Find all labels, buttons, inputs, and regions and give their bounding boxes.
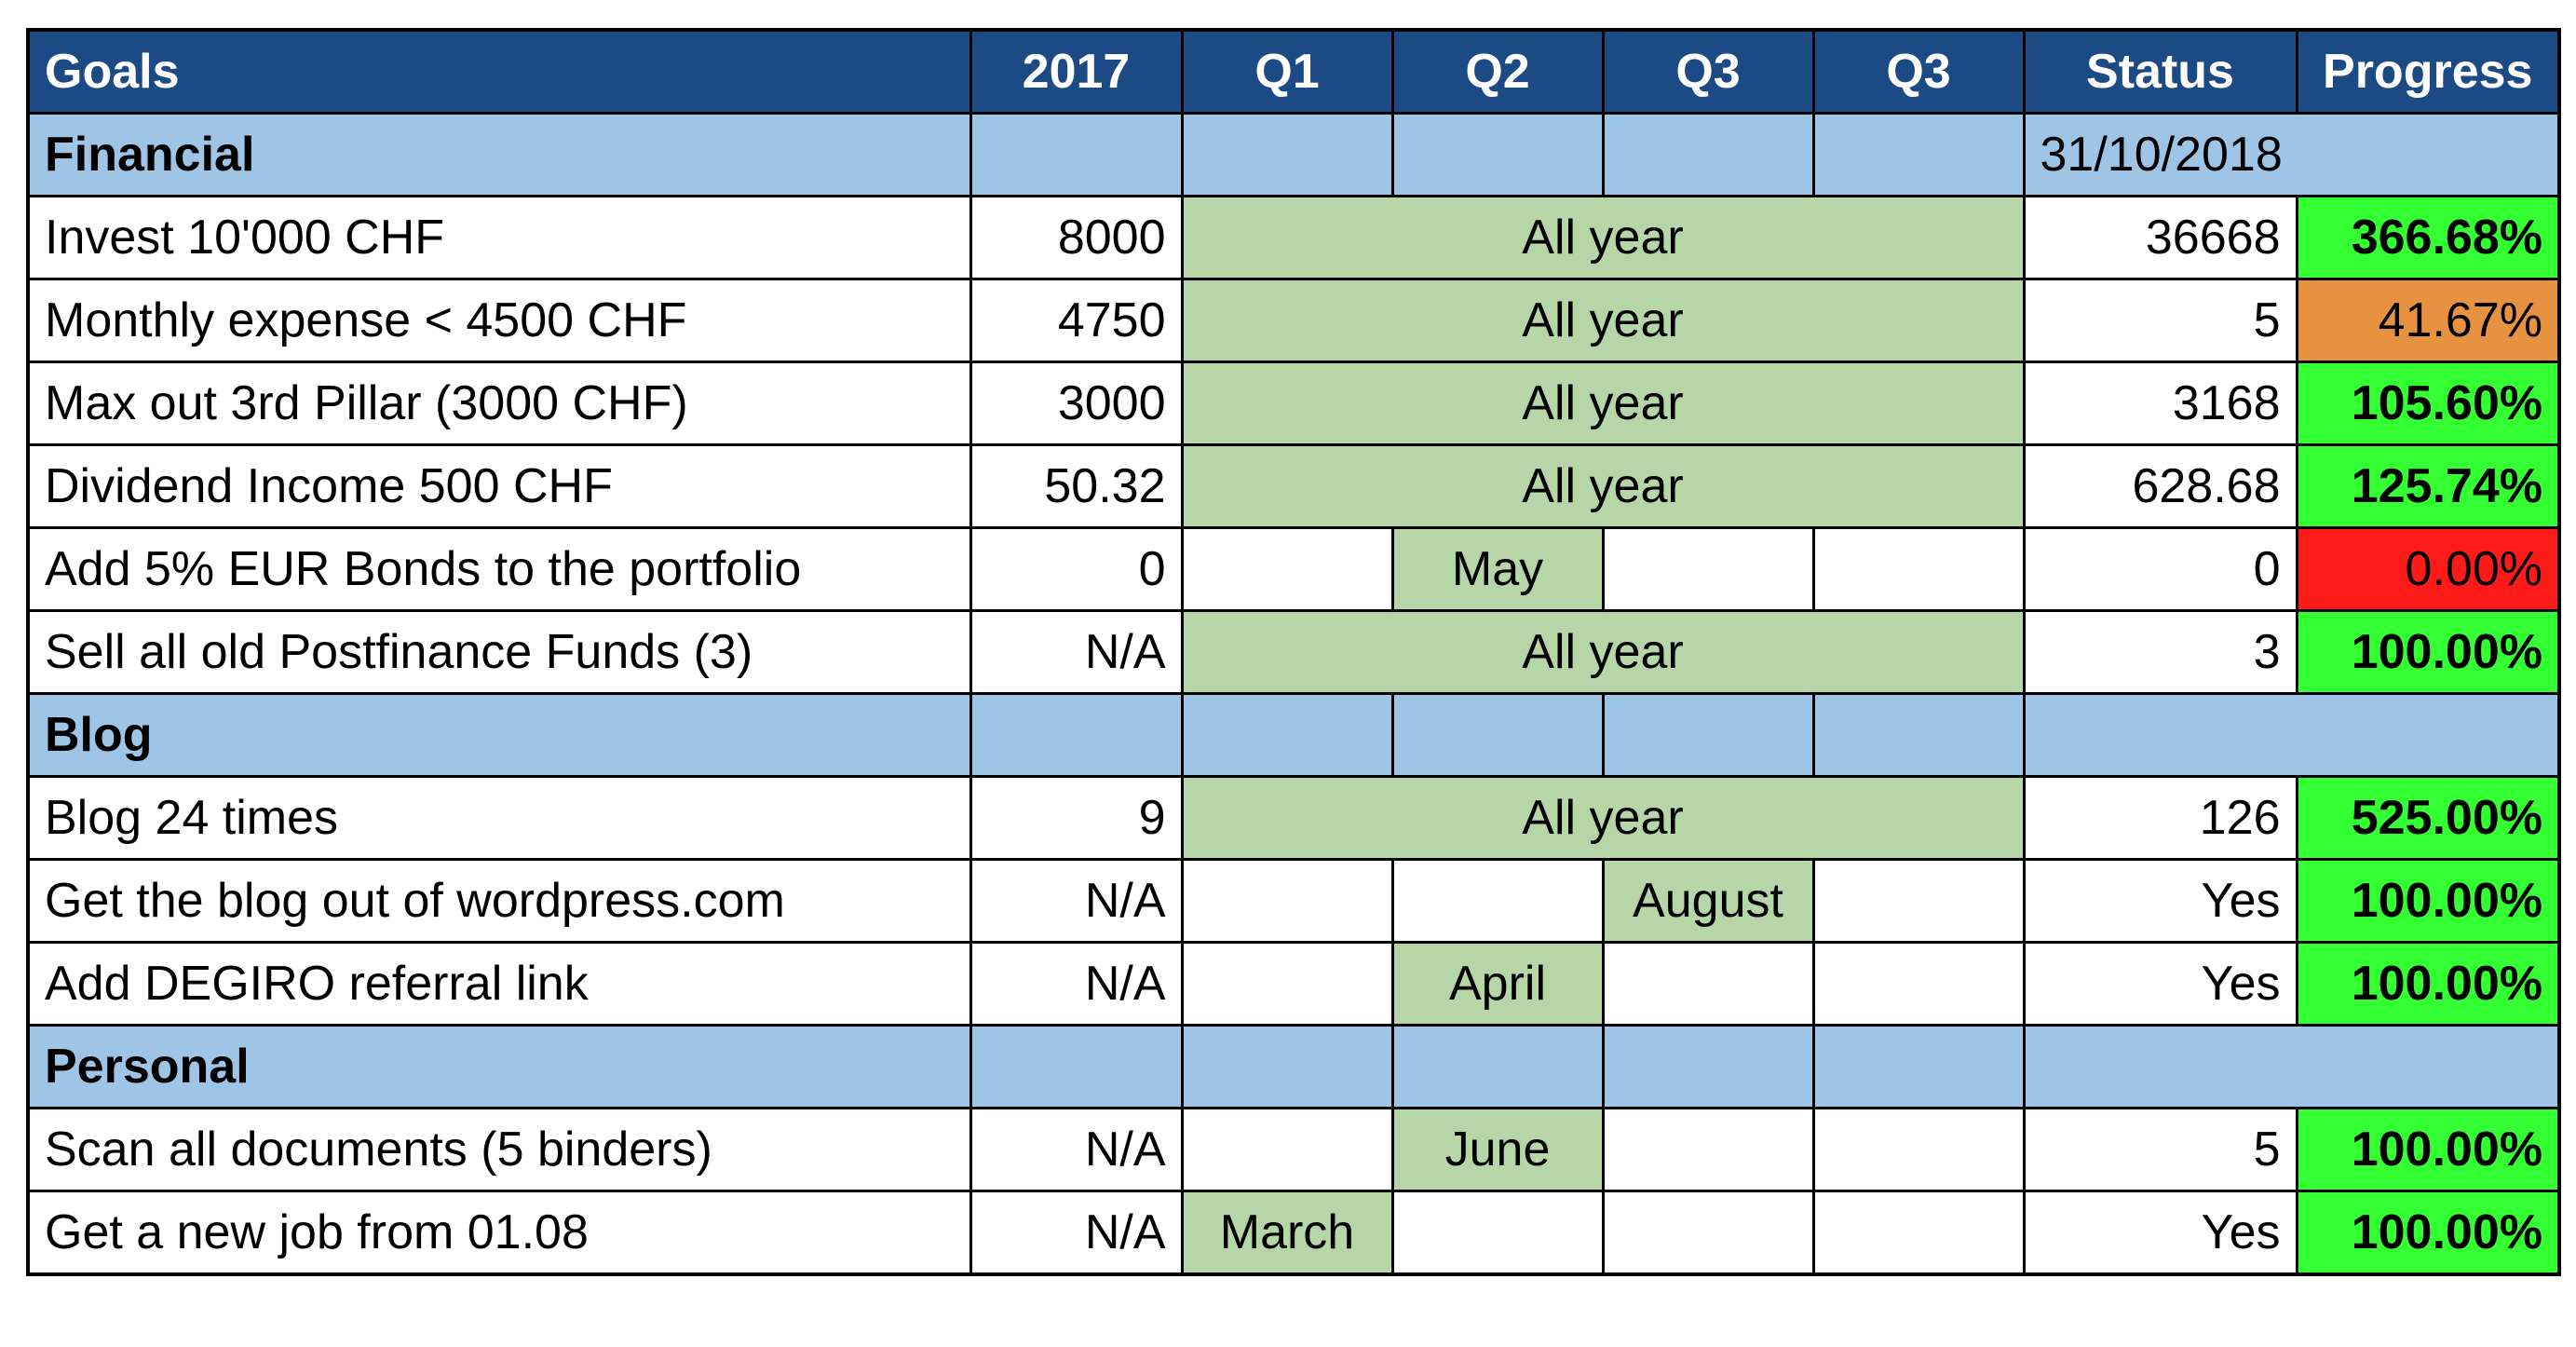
progress-value: 525.00% [2297, 777, 2559, 860]
empty-cell [1813, 1109, 2024, 1191]
empty-cell [1182, 528, 1392, 611]
progress-value: 100.00% [2297, 860, 2559, 943]
progress-value: 0.00% [2297, 528, 2559, 611]
progress-value: 100.00% [2297, 1109, 2559, 1191]
goal-row [28, 943, 2559, 1026]
period-cell: All year [1182, 197, 2024, 279]
section-status: 31/10/2018 [2024, 114, 2559, 197]
empty-cell [970, 114, 1182, 197]
year-2017-value: N/A [970, 943, 1182, 1026]
year-2017-value: N/A [970, 1109, 1182, 1191]
goal-row [28, 362, 2559, 445]
period-cell: All year [1182, 777, 2024, 860]
empty-cell [1182, 1109, 1392, 1191]
empty-cell [1813, 1191, 2024, 1275]
goal-name: Max out 3rd Pillar (3000 CHF) [28, 362, 970, 445]
goal-row [28, 279, 2559, 362]
goal-name: Invest 10'000 CHF [28, 197, 970, 279]
header-2017: 2017 [970, 30, 1182, 114]
goal-row [28, 445, 2559, 528]
section-title: Financial [28, 114, 970, 197]
empty-cell [1813, 528, 2024, 611]
year-2017-value: N/A [970, 860, 1182, 943]
goal-name: Get the blog out of wordpress.com [28, 860, 970, 943]
period-cell: June [1392, 1109, 1603, 1191]
year-2017-value: 0 [970, 528, 1182, 611]
empty-cell [1603, 1026, 1813, 1109]
goal-row [28, 528, 2559, 611]
status-value: Yes [2024, 860, 2297, 943]
progress-value: 105.60% [2297, 362, 2559, 445]
header-row [28, 30, 2559, 114]
period-cell: All year [1182, 279, 2024, 362]
status-value: Yes [2024, 1191, 2297, 1275]
period-cell: All year [1182, 445, 2024, 528]
empty-cell [1182, 860, 1392, 943]
period-cell: March [1182, 1191, 1392, 1275]
empty-cell [1813, 860, 2024, 943]
empty-cell [1182, 694, 1392, 777]
empty-cell [1813, 1026, 2024, 1109]
status-value: 5 [2024, 279, 2297, 362]
empty-cell [1603, 694, 1813, 777]
year-2017-value: 8000 [970, 197, 1182, 279]
period-cell: April [1392, 943, 1603, 1026]
goals-table [26, 28, 2561, 1276]
status-value: 0 [2024, 528, 2297, 611]
status-value: 36668 [2024, 197, 2297, 279]
header-q2: Q2 [1392, 30, 1603, 114]
year-2017-value: 3000 [970, 362, 1182, 445]
progress-value: 100.00% [2297, 943, 2559, 1026]
empty-cell [1182, 114, 1392, 197]
progress-value: 100.00% [2297, 1191, 2559, 1275]
empty-cell [1392, 114, 1603, 197]
period-cell: May [1392, 528, 1603, 611]
status-value: 126 [2024, 777, 2297, 860]
period-cell: All year [1182, 362, 2024, 445]
goal-name: Scan all documents (5 binders) [28, 1109, 970, 1191]
empty-cell [1392, 860, 1603, 943]
empty-cell [1603, 528, 1813, 611]
status-value: 3 [2024, 611, 2297, 694]
status-value: Yes [2024, 943, 2297, 1026]
progress-value: 100.00% [2297, 611, 2559, 694]
goal-name: Monthly expense < 4500 CHF [28, 279, 970, 362]
progress-value: 125.74% [2297, 445, 2559, 528]
goal-row [28, 777, 2559, 860]
empty-cell [970, 694, 1182, 777]
section-title: Personal [28, 1026, 970, 1109]
header-q3-second: Q3 [1813, 30, 2024, 114]
section-row [28, 694, 2559, 777]
status-value: 628.68 [2024, 445, 2297, 528]
empty-cell [1813, 694, 2024, 777]
progress-value: 41.67% [2297, 279, 2559, 362]
goal-name: Sell all old Postfinance Funds (3) [28, 611, 970, 694]
section-row [28, 1026, 2559, 1109]
year-2017-value: 9 [970, 777, 1182, 860]
empty-cell [1392, 1026, 1603, 1109]
empty-cell [1182, 943, 1392, 1026]
goal-name: Get a new job from 01.08 [28, 1191, 970, 1275]
section-status [2024, 694, 2559, 777]
section-status [2024, 1026, 2559, 1109]
empty-cell [1392, 1191, 1603, 1275]
goal-name: Dividend Income 500 CHF [28, 445, 970, 528]
year-2017-value: N/A [970, 611, 1182, 694]
goal-row [28, 611, 2559, 694]
empty-cell [1603, 1109, 1813, 1191]
header-q1: Q1 [1182, 30, 1392, 114]
empty-cell [970, 1026, 1182, 1109]
goal-row [28, 1109, 2559, 1191]
period-cell: All year [1182, 611, 2024, 694]
empty-cell [1392, 694, 1603, 777]
empty-cell [1603, 943, 1813, 1026]
status-value: 3168 [2024, 362, 2297, 445]
empty-cell [1813, 943, 2024, 1026]
period-cell: August [1603, 860, 1813, 943]
goal-row [28, 860, 2559, 943]
status-value: 5 [2024, 1109, 2297, 1191]
year-2017-value: 50.32 [970, 445, 1182, 528]
goal-name: Add DEGIRO referral link [28, 943, 970, 1026]
section-title: Blog [28, 694, 970, 777]
goal-row [28, 1191, 2559, 1275]
year-2017-value: 4750 [970, 279, 1182, 362]
goal-name: Add 5% EUR Bonds to the portfolio [28, 528, 970, 611]
empty-cell [1603, 1191, 1813, 1275]
header-progress: Progress [2297, 30, 2559, 114]
section-row [28, 114, 2559, 197]
goal-row [28, 197, 2559, 279]
empty-cell [1182, 1026, 1392, 1109]
header-goals: Goals [28, 30, 970, 114]
empty-cell [1603, 114, 1813, 197]
empty-cell [1813, 114, 2024, 197]
year-2017-value: N/A [970, 1191, 1182, 1275]
progress-value: 366.68% [2297, 197, 2559, 279]
header-q3: Q3 [1603, 30, 1813, 114]
goal-name: Blog 24 times [28, 777, 970, 860]
header-status: Status [2024, 30, 2297, 114]
